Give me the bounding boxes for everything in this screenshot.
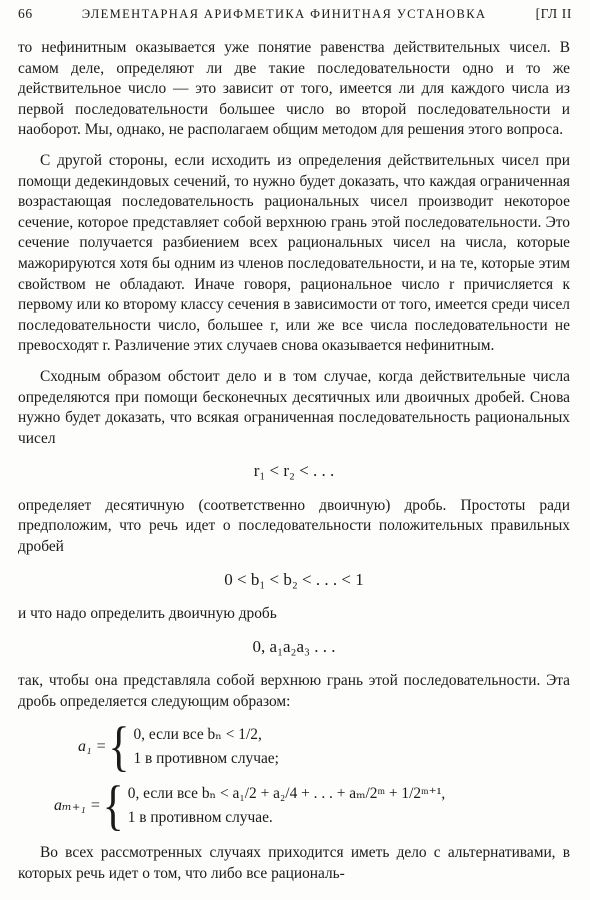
paragraph-5: и что надо определить двоичную дробь bbox=[18, 605, 277, 623]
paragraph-6: так, чтобы она представляла собой верхнюю грань этой последовательности. Эта дробь определяется следующим образом: bbox=[18, 672, 570, 711]
paragraph-3: Сходным образом обстоит дело и в том случае, когда действительные числа определяются при помощи бесконечных десятичных или двоичных дробей. Снова нужно будет доказать, что всякая ограниченная последовательность рациональных чисел bbox=[18, 367, 570, 447]
paragraph-2: С другой стороны, если исходить из определения действительных чисел при помощи дедекиндовых сечений, то нужно будет доказать, что каждая ограниченная возрастающая последовательность рациональных чисел производит некоторое сечение, которое представляет собой верхнюю грань этой последовательности. Это сечение получается разбиением всех рациональных чисел на числа, которые мажорируются хотя бы одним из членов последовательности, и на те, которые этим свойством не обладают. Иначе говоря, рациональное число r причисляется к первому или ко второму классу сечения в зависимости от того, имеется среди чисел последовательности число, большее r, или же все числа последовательности не превосходят r. Различение этих случаев снова оказывается нефинитным. bbox=[18, 151, 570, 355]
case1-line1: 0, если все bₙ < 1/2, bbox=[133, 725, 262, 743]
case2-line1: 0, если все bₙ < a₁/2 + a₂/4 + . . . + aₘ/2ᵐ + 1/2ᵐ⁺¹, bbox=[127, 784, 446, 802]
page-number: 66 bbox=[18, 6, 33, 21]
paragraph-4: определяет десятичную (соответственно двоичную) дробь. Простоты ради предположим, что речь идет о последовательности положительных правильных дробей bbox=[18, 496, 570, 556]
formula-sequence-b: 0 < b₁ < b₂ < . . . < 1 bbox=[224, 569, 364, 589]
formula-binary-fraction: 0, a₁a₂a₃ . . . bbox=[252, 636, 336, 656]
formula-sequence-r: r₁ < r₂ < . . . bbox=[253, 461, 335, 481]
chapter-marker: [ГЛ II bbox=[535, 6, 572, 21]
paragraph-1: то нефинитным оказывается уже понятие равенства действительных чисел. В самом деле, определяют ли две такие последовательности одно и то же действительное число — это зависит от того, имеется ли для каждого числа из первой последовательности большее число во второй последовательности и наоборот. Мы, однако, не располагаем общим методом для решения этого вопроса. bbox=[18, 39, 570, 139]
brace-icon: { bbox=[102, 775, 124, 837]
brace-icon: { bbox=[108, 715, 130, 778]
case1-lhs: a₁ = bbox=[78, 737, 107, 755]
running-title: ЭЛЕМЕНТАРНАЯ АРИФМЕТИКА ФИНИТНАЯ УСТАНОВКА bbox=[81, 7, 487, 21]
case2-line2: 1 в противном случае. bbox=[127, 809, 273, 827]
case-definition-am1 bbox=[54, 775, 570, 837]
paragraph-7: Во всех рассмотренных случаях приходится иметь дело с альтернативами, в которых речь идет о том, что либо все рациональ- bbox=[18, 844, 570, 882]
case-definition-a1 bbox=[78, 715, 570, 778]
page-body bbox=[18, 38, 570, 884]
case1-line2: 1 в противном случае; bbox=[133, 750, 279, 768]
running-header bbox=[18, 6, 572, 22]
case2-lhs: aₘ₊₁ = bbox=[54, 797, 101, 815]
